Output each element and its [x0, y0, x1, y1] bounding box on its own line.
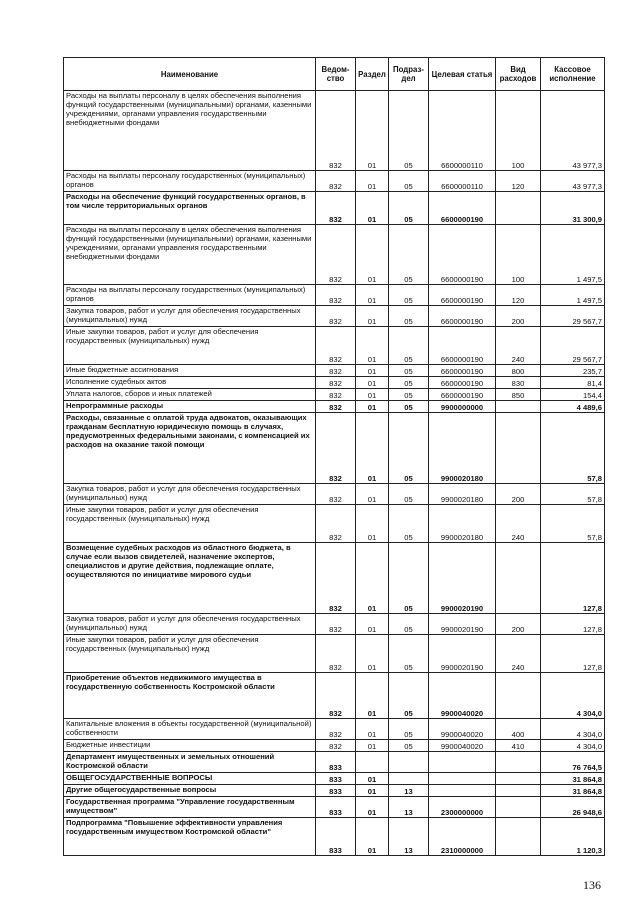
row-vedomstvo-cell: 832 [316, 543, 356, 614]
row-razdel-cell: 01 [356, 401, 389, 413]
table-row [64, 377, 605, 389]
row-podrazdel-cell: 05 [389, 413, 429, 484]
row-name-cell: Иные закупки товаров, работ и услуг для обеспечения государственных (муниципальных) нужд [64, 327, 316, 365]
row-razdel-cell: 01 [356, 785, 389, 797]
row-vedomstvo-cell: 832 [316, 171, 356, 192]
row-vid-cell: 240 [496, 505, 541, 543]
row-razdel-cell: 01 [356, 635, 389, 673]
row-vid-cell [496, 192, 541, 225]
table-body [64, 91, 605, 856]
row-statya-cell [429, 785, 496, 797]
row-vid-cell: 850 [496, 389, 541, 401]
row-vid-cell [496, 773, 541, 785]
header-vedomstvo: Ведом-ство [316, 58, 356, 91]
row-vedomstvo-cell: 832 [316, 740, 356, 752]
row-vid-cell: 200 [496, 306, 541, 327]
row-vid-cell [496, 752, 541, 773]
row-podrazdel-cell: 13 [389, 797, 429, 818]
table-row [64, 484, 605, 505]
row-statya-cell: 6600000190 [429, 225, 496, 285]
page-number: 136 [583, 878, 601, 892]
row-podrazdel-cell: 05 [389, 740, 429, 752]
table-row [64, 285, 605, 306]
table-row [64, 91, 605, 171]
row-statya-cell [429, 773, 496, 785]
row-vedomstvo-cell: 832 [316, 719, 356, 740]
row-name-cell: Бюджетные инвестиции [64, 740, 316, 752]
row-vid-cell: 410 [496, 740, 541, 752]
row-statya-cell: 6600000190 [429, 327, 496, 365]
row-statya-cell: 6600000190 [429, 365, 496, 377]
row-vedomstvo-cell: 833 [316, 797, 356, 818]
row-name-cell: ОБЩЕГОСУДАРСТВЕННЫЕ ВОПРОСЫ [64, 773, 316, 785]
row-statya-cell: 2300000000 [429, 797, 496, 818]
row-razdel-cell: 01 [356, 327, 389, 365]
row-name-cell: Государственная программа "Управление государственным имуществом" [64, 797, 316, 818]
row-vedomstvo-cell: 832 [316, 673, 356, 719]
row-statya-cell: 9900020180 [429, 413, 496, 484]
row-statya-cell: 9900040020 [429, 740, 496, 752]
row-vedomstvo-cell: 832 [316, 192, 356, 225]
row-vid-cell [496, 413, 541, 484]
row-vid-cell [496, 543, 541, 614]
row-razdel-cell: 01 [356, 719, 389, 740]
table-row [64, 752, 605, 773]
row-name-cell: Иные закупки товаров, работ и услуг для обеспечения государственных (муниципальных) нужд [64, 505, 316, 543]
row-statya-cell: 6600000110 [429, 171, 496, 192]
row-amount-cell: 57,8 [541, 505, 605, 543]
row-name-cell: Расходы на выплаты персоналу государственных (муниципальных) органов [64, 171, 316, 192]
row-amount-cell: 43 977,3 [541, 171, 605, 192]
row-amount-cell: 29 567,7 [541, 306, 605, 327]
row-amount-cell: 127,8 [541, 635, 605, 673]
table-row [64, 673, 605, 719]
row-name-cell: Закупка товаров, работ и услуг для обеспечения государственных (муниципальных) нужд [64, 484, 316, 505]
row-statya-cell: 9900020180 [429, 484, 496, 505]
row-statya-cell: 9900000000 [429, 401, 496, 413]
row-vedomstvo-cell: 832 [316, 389, 356, 401]
row-razdel-cell: 01 [356, 673, 389, 719]
table-row [64, 785, 605, 797]
row-statya-cell: 6600000190 [429, 285, 496, 306]
row-razdel-cell: 01 [356, 377, 389, 389]
row-statya-cell: 2310000000 [429, 818, 496, 856]
row-amount-cell: 57,8 [541, 484, 605, 505]
row-vid-cell [496, 797, 541, 818]
table-row [64, 719, 605, 740]
row-statya-cell: 6600000190 [429, 192, 496, 225]
row-vedomstvo-cell: 832 [316, 327, 356, 365]
table-row [64, 401, 605, 413]
row-razdel-cell: 01 [356, 797, 389, 818]
table-row [64, 306, 605, 327]
row-amount-cell: 1 497,5 [541, 285, 605, 306]
header-name: Наименование [64, 58, 316, 91]
row-vedomstvo-cell: 833 [316, 752, 356, 773]
row-amount-cell: 4 304,0 [541, 740, 605, 752]
row-vedomstvo-cell: 832 [316, 306, 356, 327]
budget-table [63, 57, 605, 856]
row-name-cell: Департамент имущественных и земельных отношений Костромской области [64, 752, 316, 773]
row-name-cell: Закупка товаров, работ и услуг для обеспечения государственных (муниципальных) нужд [64, 614, 316, 635]
row-podrazdel-cell: 05 [389, 285, 429, 306]
row-amount-cell: 81,4 [541, 377, 605, 389]
row-statya-cell: 6600000190 [429, 389, 496, 401]
row-podrazdel-cell: 05 [389, 484, 429, 505]
table-row [64, 171, 605, 192]
row-amount-cell: 31 864,8 [541, 785, 605, 797]
row-vid-cell: 120 [496, 285, 541, 306]
row-vid-cell: 400 [496, 719, 541, 740]
row-statya-cell: 9900020190 [429, 635, 496, 673]
row-name-cell: Приобретение объектов недвижимого имущества в государственную собственность Костромской области [64, 673, 316, 719]
row-vedomstvo-cell: 832 [316, 614, 356, 635]
row-podrazdel-cell: 05 [389, 91, 429, 171]
row-amount-cell: 4 489,6 [541, 401, 605, 413]
row-amount-cell: 127,8 [541, 543, 605, 614]
row-statya-cell: 6600000190 [429, 306, 496, 327]
table-row [64, 740, 605, 752]
row-vedomstvo-cell: 833 [316, 818, 356, 856]
row-podrazdel-cell [389, 752, 429, 773]
table-row [64, 635, 605, 673]
row-amount-cell: 235,7 [541, 365, 605, 377]
header-vid-rashodov: Вид расходов [496, 58, 541, 91]
table-row [64, 192, 605, 225]
row-podrazdel-cell: 05 [389, 365, 429, 377]
table-row [64, 413, 605, 484]
row-razdel-cell: 01 [356, 225, 389, 285]
row-vid-cell [496, 401, 541, 413]
row-amount-cell: 43 977,3 [541, 91, 605, 171]
row-razdel-cell: 01 [356, 413, 389, 484]
row-name-cell: Расходы, связанные с оплатой труда адвокатов, оказывающих гражданам бесплатную юридическую помощь в случаях, предусмотренных федеральными законами, с компенсацией их расходов на оказание такой помощи [64, 413, 316, 484]
row-vid-cell: 100 [496, 225, 541, 285]
row-vedomstvo-cell: 833 [316, 773, 356, 785]
row-vid-cell: 240 [496, 327, 541, 365]
table-row [64, 365, 605, 377]
row-vid-cell: 800 [496, 365, 541, 377]
row-name-cell: Капитальные вложения в объекты государственной (муниципальной) собственности [64, 719, 316, 740]
row-podrazdel-cell: 05 [389, 614, 429, 635]
row-name-cell: Исполнение судебных актов [64, 377, 316, 389]
row-vid-cell: 240 [496, 635, 541, 673]
table-row [64, 389, 605, 401]
row-name-cell: Непрограммные расходы [64, 401, 316, 413]
row-name-cell: Иные бюджетные ассигнования [64, 365, 316, 377]
row-amount-cell: 31 300,9 [541, 192, 605, 225]
row-podrazdel-cell: 05 [389, 377, 429, 389]
row-amount-cell: 1 120,3 [541, 818, 605, 856]
table-row [64, 773, 605, 785]
row-podrazdel-cell: 05 [389, 327, 429, 365]
row-amount-cell: 26 948,6 [541, 797, 605, 818]
table-row [64, 818, 605, 856]
row-razdel-cell: 01 [356, 740, 389, 752]
row-vid-cell: 200 [496, 614, 541, 635]
row-vedomstvo-cell: 832 [316, 377, 356, 389]
row-name-cell: Расходы на выплаты персоналу государственных (муниципальных) органов [64, 285, 316, 306]
row-podrazdel-cell: 05 [389, 192, 429, 225]
row-amount-cell: 29 567,7 [541, 327, 605, 365]
row-vedomstvo-cell: 832 [316, 225, 356, 285]
row-amount-cell: 4 304,0 [541, 719, 605, 740]
row-razdel-cell: 01 [356, 171, 389, 192]
row-vedomstvo-cell: 832 [316, 505, 356, 543]
row-podrazdel-cell: 05 [389, 171, 429, 192]
row-podrazdel-cell: 05 [389, 719, 429, 740]
row-vid-cell [496, 785, 541, 797]
row-name-cell: Закупка товаров, работ и услуг для обеспечения государственных (муниципальных) нужд [64, 306, 316, 327]
row-name-cell: Возмещение судебных расходов из областного бюджета, в случае если вызов свидетелей, назначение экспертов, специалистов и другие действия, подлежащие оплате, осуществляются по инициативе мирового судьи [64, 543, 316, 614]
row-name-cell: Расходы на выплаты персоналу в целях обеспечения выполнения функций государственными (муниципальными) органами, казенными учреждениями, органами управления государственными внебюджетными фондами [64, 225, 316, 285]
row-podrazdel-cell: 13 [389, 818, 429, 856]
row-razdel-cell: 01 [356, 614, 389, 635]
row-vid-cell: 120 [496, 171, 541, 192]
row-podrazdel-cell: 13 [389, 785, 429, 797]
row-razdel-cell: 01 [356, 365, 389, 377]
row-vedomstvo-cell: 832 [316, 635, 356, 673]
row-amount-cell: 4 304,0 [541, 673, 605, 719]
row-vedomstvo-cell: 832 [316, 484, 356, 505]
row-amount-cell: 76 764,5 [541, 752, 605, 773]
header-podrazdel: Подраз-дел [389, 58, 429, 91]
header-celevaya-statya: Целевая статья [429, 58, 496, 91]
row-name-cell: Расходы на обеспечение функций государственных органов, в том числе территориальных органов [64, 192, 316, 225]
row-razdel-cell: 01 [356, 306, 389, 327]
row-podrazdel-cell: 05 [389, 673, 429, 719]
table-header-row [64, 58, 605, 91]
row-podrazdel-cell: 05 [389, 389, 429, 401]
row-amount-cell: 127,8 [541, 614, 605, 635]
row-amount-cell: 57,8 [541, 413, 605, 484]
row-podrazdel-cell: 05 [389, 543, 429, 614]
row-vid-cell [496, 818, 541, 856]
row-vid-cell: 200 [496, 484, 541, 505]
row-statya-cell: 6600000190 [429, 377, 496, 389]
row-razdel-cell: 01 [356, 285, 389, 306]
row-name-cell: Иные закупки товаров, работ и услуг для обеспечения государственных (муниципальных) нужд [64, 635, 316, 673]
row-statya-cell: 9900040020 [429, 719, 496, 740]
row-statya-cell [429, 752, 496, 773]
row-vedomstvo-cell: 832 [316, 285, 356, 306]
table-row [64, 614, 605, 635]
table-row [64, 797, 605, 818]
row-podrazdel-cell: 05 [389, 505, 429, 543]
row-razdel-cell [356, 752, 389, 773]
row-razdel-cell: 01 [356, 484, 389, 505]
table-row [64, 327, 605, 365]
row-podrazdel-cell: 05 [389, 225, 429, 285]
row-statya-cell: 9900040020 [429, 673, 496, 719]
row-podrazdel-cell: 05 [389, 635, 429, 673]
row-razdel-cell: 01 [356, 91, 389, 171]
header-razdel: Раздел [356, 58, 389, 91]
table-row [64, 225, 605, 285]
row-statya-cell: 9900020180 [429, 505, 496, 543]
row-amount-cell: 1 497,5 [541, 225, 605, 285]
row-vid-cell: 830 [496, 377, 541, 389]
row-name-cell: Другие общегосударственные вопросы [64, 785, 316, 797]
row-vedomstvo-cell: 832 [316, 91, 356, 171]
row-razdel-cell: 01 [356, 192, 389, 225]
row-vid-cell: 100 [496, 91, 541, 171]
row-razdel-cell: 01 [356, 773, 389, 785]
header-kassovoe-ispolnenie: Кассовое исполнение [541, 58, 605, 91]
row-podrazdel-cell: 05 [389, 401, 429, 413]
row-razdel-cell: 01 [356, 505, 389, 543]
row-statya-cell: 9900020190 [429, 614, 496, 635]
table-row [64, 505, 605, 543]
row-name-cell: Расходы на выплаты персоналу в целях обеспечения выполнения функций государственными (муниципальными) органами, казенными учреждениями, органами управления государственными внебюджетными фондами [64, 91, 316, 171]
row-vedomstvo-cell: 832 [316, 401, 356, 413]
row-razdel-cell: 01 [356, 543, 389, 614]
row-name-cell: Уплата налогов, сборов и иных платежей [64, 389, 316, 401]
row-statya-cell: 6600000110 [429, 91, 496, 171]
row-razdel-cell: 01 [356, 389, 389, 401]
row-statya-cell: 9900020190 [429, 543, 496, 614]
row-vid-cell [496, 673, 541, 719]
row-podrazdel-cell [389, 773, 429, 785]
row-amount-cell: 31 864,8 [541, 773, 605, 785]
row-podrazdel-cell: 05 [389, 306, 429, 327]
row-vedomstvo-cell: 832 [316, 365, 356, 377]
table-row [64, 543, 605, 614]
row-vedomstvo-cell: 833 [316, 785, 356, 797]
row-amount-cell: 154,4 [541, 389, 605, 401]
row-razdel-cell: 01 [356, 818, 389, 856]
row-vedomstvo-cell: 832 [316, 413, 356, 484]
row-name-cell: Подпрограмма "Повышение эффективности управления государственным имуществом Костромской области" [64, 818, 316, 856]
